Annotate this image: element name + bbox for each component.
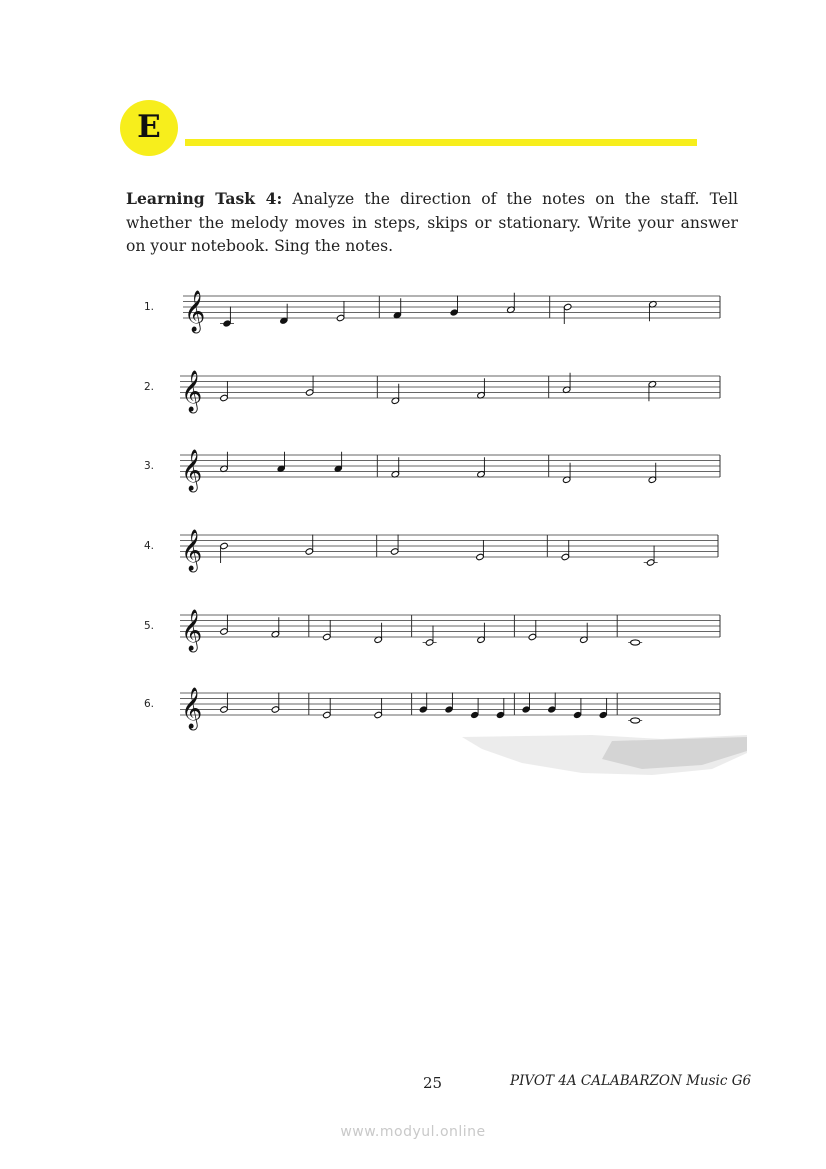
note: [322, 698, 331, 719]
section-badge: [120, 100, 178, 156]
treble-clef-icon: 𝄞: [181, 688, 203, 729]
staff: [0, 356, 826, 436]
exercise-number: 4.: [144, 540, 155, 552]
note: [628, 718, 642, 723]
staff: [0, 435, 826, 515]
note: [271, 693, 280, 714]
note: [423, 626, 437, 647]
note: [644, 546, 658, 567]
page-number: 25: [423, 1074, 443, 1092]
note: [470, 698, 479, 719]
exercise-number: 3.: [144, 460, 155, 472]
note: [522, 693, 531, 714]
exercise-number: 1.: [144, 301, 155, 313]
note: [599, 698, 608, 719]
task-label: Learning Task 4:: [126, 189, 283, 208]
note: [220, 307, 234, 328]
exercise-number: 6.: [144, 698, 155, 710]
footer-title: PIVOT 4A CALABARZON Music G6: [510, 1073, 752, 1089]
note: [220, 542, 229, 563]
section-heading-rule: [185, 139, 697, 146]
note: [336, 301, 345, 322]
note: [220, 693, 229, 714]
note: [561, 540, 570, 561]
note: [322, 620, 331, 641]
treble-clef-icon: 𝄞: [181, 450, 203, 491]
note: [305, 535, 314, 556]
note: [450, 296, 459, 317]
section-letter: E: [137, 109, 161, 145]
note: [390, 535, 399, 556]
note: [496, 698, 505, 719]
task-instructions: [126, 187, 738, 259]
treble-clef-icon: 𝄞: [181, 371, 203, 412]
note: [628, 640, 642, 645]
note: [445, 693, 454, 714]
watermark: www.modyul.online: [340, 1124, 486, 1140]
note-head: [631, 718, 640, 723]
scan-smudge: [462, 735, 747, 777]
treble-clef-icon: 𝄞: [184, 291, 206, 332]
note: [220, 381, 229, 402]
treble-clef-icon: 𝄞: [181, 530, 203, 571]
note: [374, 698, 383, 719]
note: [476, 540, 485, 561]
note: [419, 693, 428, 714]
note: [547, 693, 556, 714]
exercise-number: 2.: [144, 381, 155, 393]
note: [528, 620, 537, 641]
note: [563, 303, 572, 324]
exercise-number: 5.: [144, 620, 155, 632]
staff: [0, 595, 826, 675]
task-instruction-text: Analyze the direction of the notes on the staff. Tell whether the melody moves in steps, skips or stationary. Write your answer on your notebook. Sing the notes.: [126, 190, 738, 255]
staff: [0, 276, 826, 356]
note: [220, 615, 229, 636]
note-head: [631, 640, 640, 645]
staff: [0, 515, 826, 595]
treble-clef-icon: 𝄞: [181, 610, 203, 651]
note: [573, 698, 582, 719]
note: [305, 376, 314, 397]
